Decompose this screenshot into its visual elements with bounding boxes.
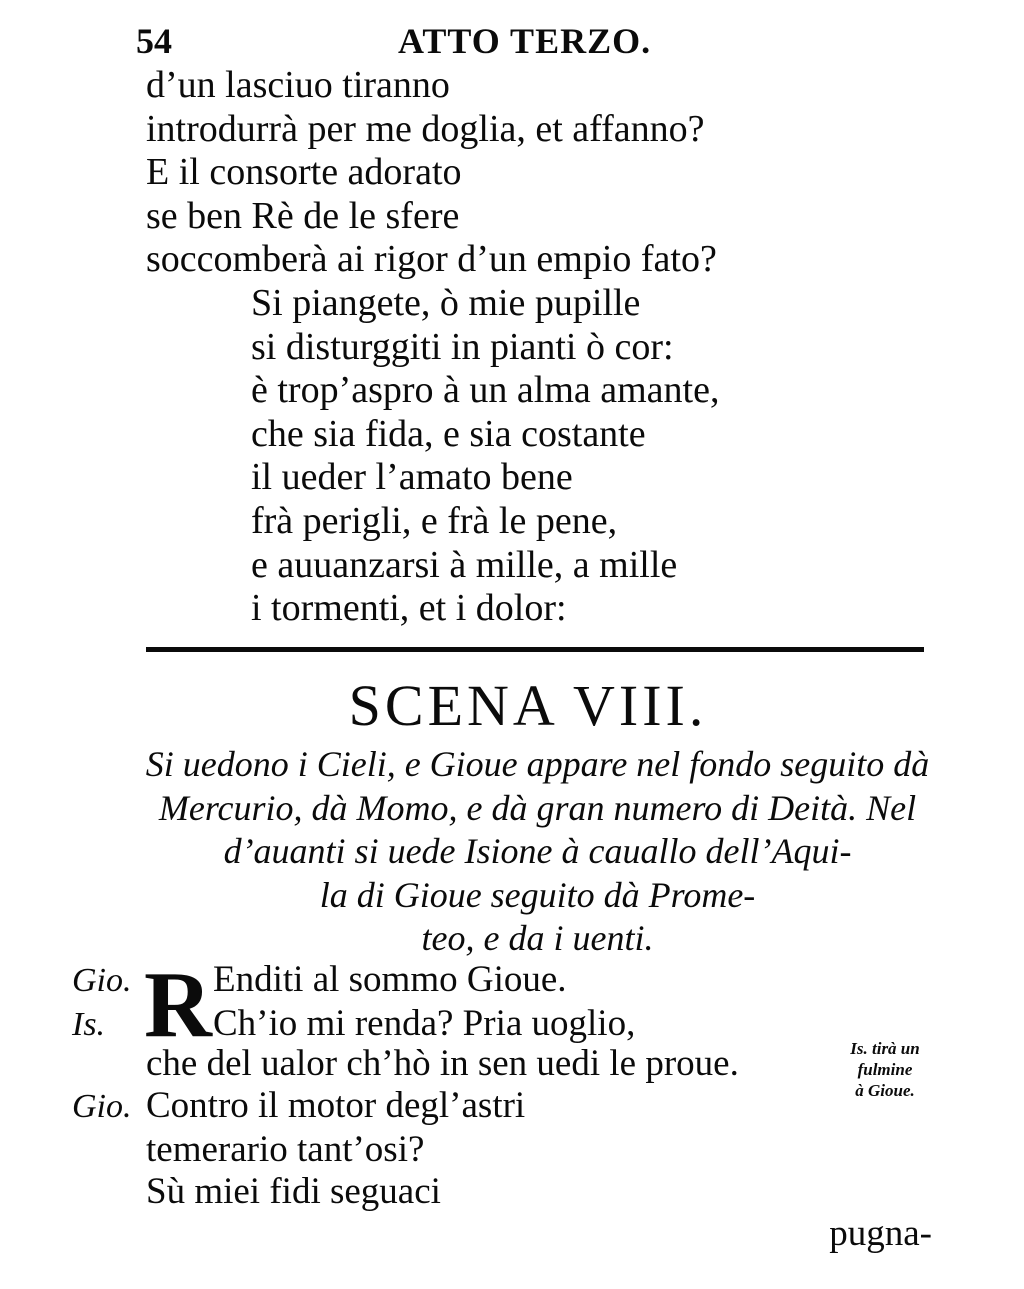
stage-direction-line: Si uedono i Cieli, e Gioue appare nel fondo seguito dà: [145, 744, 930, 784]
dialogue-line: Sù miei fidi seguaci: [146, 1171, 441, 1212]
stage-direction-line: teo, e da i uenti.: [421, 918, 654, 958]
dialogue-line: che del ualor ch’hò in sen uedi le proue.: [146, 1043, 739, 1084]
verse-line: E il consorte adorato: [146, 151, 462, 194]
dialogue-line: Enditi al sommo Gioue.: [213, 959, 567, 1000]
stage-direction-line: d’auanti si uede Isione à cauallo dell’Aqui-: [223, 831, 852, 871]
verse-line: il ueder l’amato bene: [251, 456, 573, 499]
speaker-label: Gio.: [72, 1088, 132, 1125]
stage-direction-line: la di Gioue seguito dà Prome-: [319, 874, 756, 915]
catchword: pugna-: [829, 1213, 932, 1254]
verse-line: e auuanzarsi à mille, a mille: [251, 543, 678, 586]
margin-note-line: à Gioue.: [855, 1081, 915, 1100]
drop-cap: R: [144, 953, 212, 1057]
verse-line: soccomberà ai rigor d’un empio fato?: [146, 238, 717, 281]
marginal-stage-note: [830, 1038, 940, 1101]
margin-note-line: fulmine: [857, 1060, 913, 1079]
verse-line: i tormenti, et i dolor:: [251, 587, 567, 630]
margin-note-line: Is. tirà un: [850, 1039, 920, 1058]
stage-direction: [140, 743, 935, 961]
running-head: ATTO TERZO.: [398, 21, 652, 61]
verse-line: che sia fida, e sia costante: [251, 412, 646, 455]
verse-line: frà perigli, e frà le pene,: [251, 499, 618, 542]
page-number: 54: [136, 21, 172, 61]
dialogue-line: Contro il motor degl’astri: [146, 1085, 526, 1126]
verse-line: si disturggiti in pianti ò cor:: [251, 325, 674, 368]
dialogue-line: Ch’io mi renda? Pria uoglio,: [213, 1003, 636, 1044]
verse-line: introdurrà per me doglia, et affanno?: [146, 107, 705, 150]
verse-line: è trop’aspro à un alma amante,: [251, 369, 720, 412]
scene-title: SCENA VIII.: [348, 673, 708, 738]
section-divider: [146, 647, 924, 652]
speaker-label: Gio.: [72, 962, 132, 999]
speaker-label: Is.: [72, 1006, 106, 1043]
stage-direction-line: Mercurio, dà Momo, e dà gran numero di Deità. Nel: [158, 787, 917, 828]
verse-line: se ben Rè de le sfere: [146, 194, 460, 237]
dialogue-line: temerario tant’osi?: [146, 1129, 425, 1170]
verse-line: Si piangete, ò mie pupille: [251, 281, 641, 324]
verse-line: d’un lasciuo tiranno: [146, 64, 450, 106]
verse-block: [146, 64, 946, 631]
page-header: [136, 14, 724, 64]
